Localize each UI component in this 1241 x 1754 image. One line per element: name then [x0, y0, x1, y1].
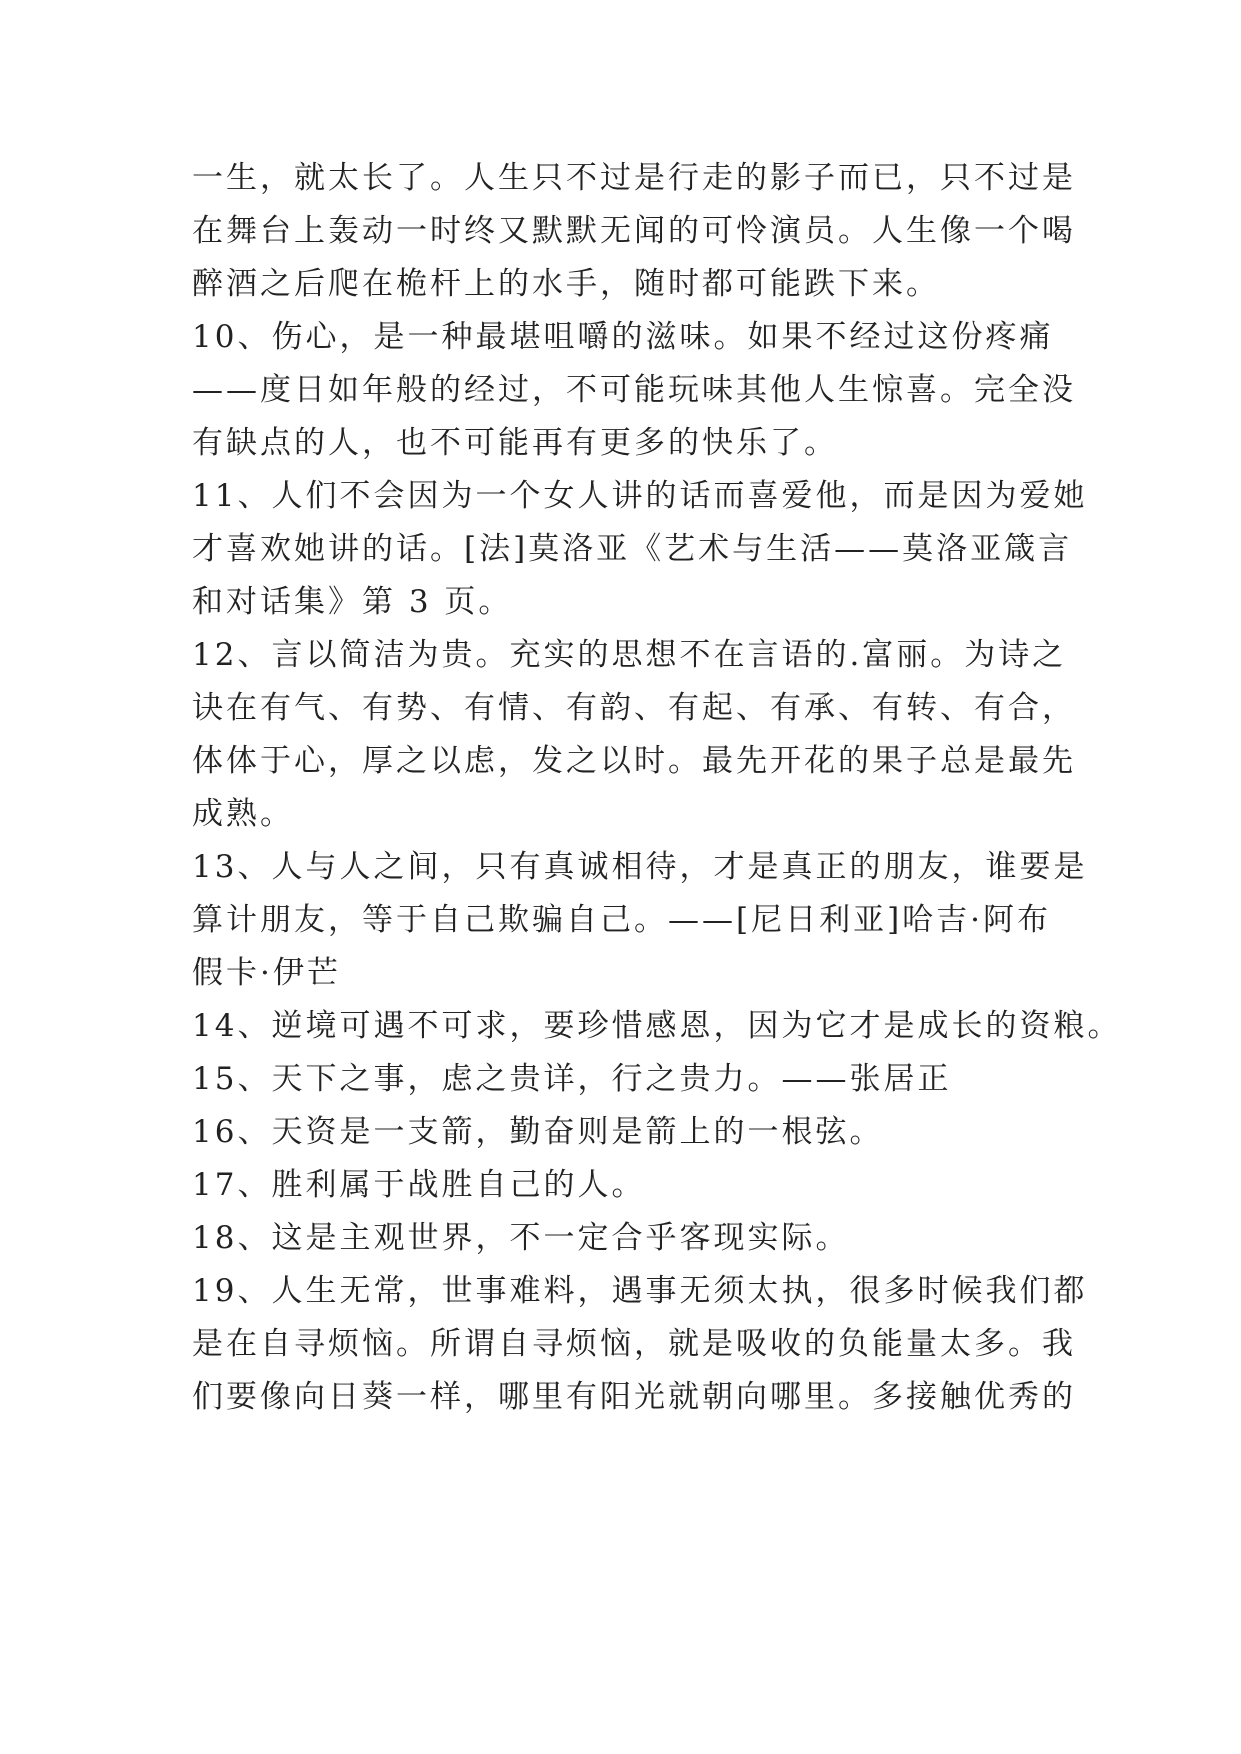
text-line: 14、逆境可遇不可求，要珍惜感恩，因为它才是成长的资粮。: [192, 1008, 1122, 1044]
text-line: 体体于心，厚之以虑，发之以时。最先开花的果子总是最先: [192, 743, 1076, 779]
text-line: ——度日如年般的经过，不可能玩味其他人生惊喜。完全没: [192, 372, 1076, 408]
text-line: 是在自寻烦恼。所谓自寻烦恼，就是吸收的负能量太多。我: [192, 1326, 1076, 1362]
text-line: 19、人生无常，世事难料，遇事无须太执，很多时候我们都: [192, 1273, 1088, 1309]
text-line: 一生，就太长了。人生只不过是行走的影子而已，只不过是: [192, 160, 1076, 196]
text-line: 10、伤心，是一种最堪咀嚼的滋味。如果不经过这份疼痛: [192, 319, 1054, 355]
text-line: 诀在有气、有势、有情、有韵、有起、有承、有转、有合，: [192, 690, 1076, 726]
text-line: 在舞台上轰动一时终又默默无闻的可怜演员。人生像一个喝: [192, 213, 1076, 249]
text-line: 假卡·伊芒: [192, 955, 341, 991]
text-line: 17、胜利属于战胜自己的人。: [192, 1167, 646, 1203]
text-line: 成熟。: [192, 796, 294, 832]
text-line: 有缺点的人，也不可能再有更多的快乐了。: [192, 425, 838, 461]
text-line: 12、言以简洁为贵。充实的思想不在言语的.富丽。为诗之: [192, 637, 1067, 673]
text-line: 11、人们不会因为一个女人讲的话而喜爱他，而是因为爱她: [192, 478, 1088, 514]
text-line: 15、天下之事，虑之贵详，行之贵力。——张居正: [192, 1061, 952, 1097]
text-line: 16、天资是一支箭，勤奋则是箭上的一根弦。: [192, 1114, 884, 1150]
text-line: 算计朋友，等于自己欺骗自己。——[尼日利亚]哈吉·阿布: [192, 902, 1052, 938]
text-line: 13、人与人之间，只有真诚相待，才是真正的朋友，谁要是: [192, 849, 1088, 885]
text-line: 和对话集》第 3 页。: [192, 584, 513, 620]
text-line: 才喜欢她讲的话。[法]莫洛亚《艺术与生活——莫洛亚箴言: [192, 531, 1073, 567]
text-line: 醉酒之后爬在桅杆上的水手，随时都可能跌下来。: [192, 266, 940, 302]
text-line: 18、这是主观世界，不一定合乎客现实际。: [192, 1220, 850, 1256]
text-line: 们要像向日葵一样，哪里有阳光就朝向哪里。多接触优秀的: [192, 1379, 1076, 1415]
